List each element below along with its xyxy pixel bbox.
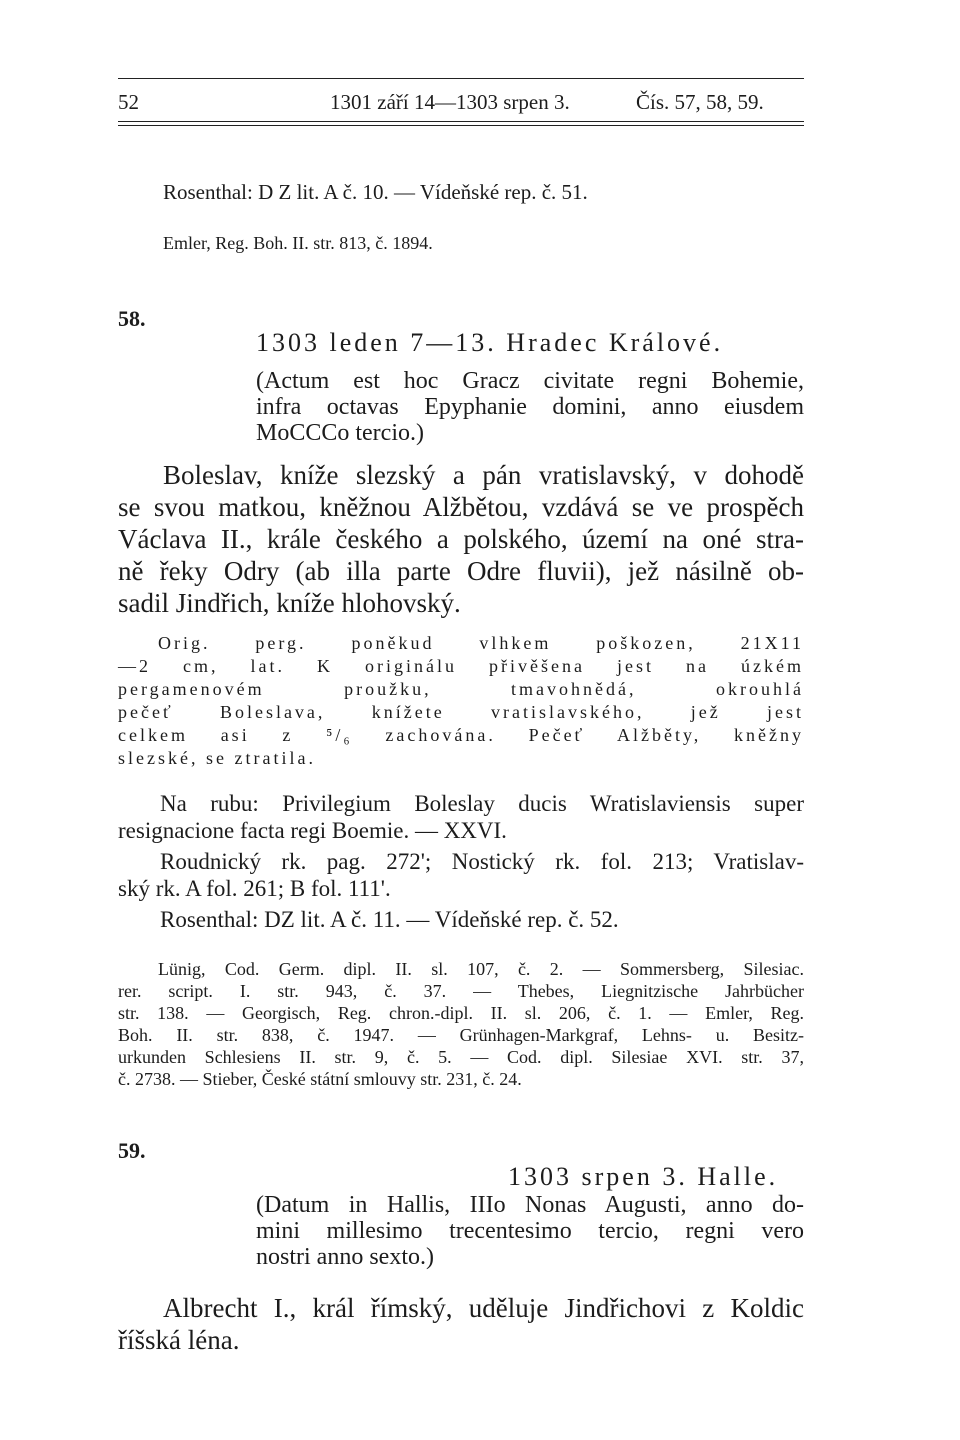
header-rule-bottom-1 bbox=[118, 121, 804, 122]
prev-source-line-1: Rosenthal: D Z lit. A č. 10. — Vídeňské rep. č. 51. bbox=[163, 180, 588, 204]
header-rule-bottom-2 bbox=[118, 125, 804, 126]
page-number: 52 bbox=[118, 90, 139, 114]
doc59-dating-clause bbox=[256, 1192, 804, 1270]
doc58-literature-line: Lünig, Cod. Germ. dipl. II. sl. 107, č. 2. — Sommersberg, Silesiac. bbox=[158, 959, 804, 979]
doc58-literature-line: urkunden Schlesiens II. str. 9, č. 5. — Cod. dipl. Silesiae XVI. str. 37, bbox=[118, 1047, 804, 1067]
doc59-summary-line: říšská léna. bbox=[118, 1325, 240, 1355]
doc58-reference-line: resignacione facta regi Boemie. — XXVI. bbox=[118, 818, 507, 843]
doc58-description bbox=[118, 632, 804, 770]
prev-source-line-2: Emler, Reg. Boh. II. str. 813, č. 1894. bbox=[163, 233, 433, 253]
doc58-description-line: celkem asi z ⁵/₆ zachována. Pečeť Alžběty, kněžny bbox=[118, 725, 804, 745]
doc58-description-line: Orig. perg. poněkud vlhkem poškozen, 21X11 bbox=[158, 633, 804, 653]
doc58-references bbox=[118, 790, 804, 933]
doc58-description-line: slezské, se ztratila. bbox=[118, 748, 316, 768]
doc58-dating-line: infra octavas Epyphanie domini, anno eiusdem bbox=[256, 394, 804, 420]
doc59-dating-line: mini millesimo trecentesimo tercio, regni vero bbox=[256, 1218, 804, 1244]
doc58-number: 58. bbox=[118, 306, 146, 331]
doc59-date-place bbox=[508, 1162, 778, 1192]
doc59-dating-line: nostri anno sexto.) bbox=[256, 1244, 434, 1270]
doc58-summary-line: Václava II., krále českého a polského, území na oné stra- bbox=[118, 524, 804, 554]
doc59-summary bbox=[118, 1292, 804, 1356]
doc58-literature-line: str. 138. — Georgisch, Reg. chron.-dipl. II. sl. 206, č. 1. — Emler, Reg. bbox=[118, 1003, 804, 1023]
doc58-description-line: —2 cm, lat. K originálu přivěšena jest na úzkém bbox=[118, 656, 804, 676]
doc59-dating-line: (Datum in Hallis, IIIo Nonas Augusti, anno do- bbox=[256, 1192, 804, 1218]
header-date-range: 1301 září 14—1303 srpen 3. bbox=[330, 90, 570, 114]
doc58-summary-line: ně řeky Odry (ab illa parte Odre fluvii), jež násilně ob- bbox=[118, 556, 804, 586]
doc58-reference-line: Roudnický rk. pag. 272'; Nostický rk. fol. 213; Vratislav- bbox=[160, 849, 804, 874]
doc58-summary-line: se svou matkou, kněžnou Alžbětou, vzdává se ve prospěch bbox=[118, 492, 804, 522]
doc58-reference-line: Na rubu: Privilegium Boleslay ducis Wratislaviensis super bbox=[160, 791, 804, 816]
doc58-date-place bbox=[256, 328, 723, 358]
doc58-description-line: pergamenovém proužku, tmavohnědá, okrouhlá bbox=[118, 679, 804, 699]
doc58-summary-line: sadil Jindřich, kníže hlohovský. bbox=[118, 588, 461, 618]
doc58-dating-line: (Actum est hoc Gracz civitate regni Bohemie, bbox=[256, 368, 804, 394]
doc58-reference-line: Rosenthal: DZ lit. A č. 11. — Vídeňské rep. č. 52. bbox=[160, 907, 619, 932]
doc58-dating-line: MoCCCo tercio.) bbox=[256, 420, 424, 446]
doc58-summary-line: Boleslav, kníže slezský a pán vratislavský, v dohodě bbox=[163, 460, 804, 490]
doc59-summary-line: Albrecht I., král římský, uděluje Jindřichovi z Koldic bbox=[163, 1293, 804, 1323]
doc58-summary bbox=[118, 459, 804, 619]
doc58-dating-clause bbox=[256, 368, 804, 446]
header-doc-numbers: Čís. 57, 58, 59. bbox=[636, 90, 764, 114]
doc59-date-place-text: 1303 srpen 3. Halle. bbox=[508, 1162, 779, 1191]
doc58-date-place-text: 1303 leden 7—13. Hradec Králové. bbox=[256, 328, 724, 357]
doc58-literature bbox=[118, 958, 804, 1090]
doc59-number: 59. bbox=[118, 1138, 146, 1163]
header-rule-top bbox=[118, 78, 804, 79]
doc58-description-line: pečeť Boleslava, knížete vratislavského, jež jest bbox=[118, 702, 804, 722]
doc58-reference-line: ský rk. A fol. 261; B fol. 111'. bbox=[118, 876, 391, 901]
doc58-literature-line: rer. script. I. str. 943, č. 37. — Thebes, Liegnitzische Jahrbücher bbox=[118, 981, 804, 1001]
doc58-literature-line: Boh. II. str. 838, č. 1947. — Grünhagen-Markgraf, Lehns- u. Besitz- bbox=[118, 1025, 804, 1045]
doc58-literature-line: č. 2738. — Stieber, České státní smlouvy str. 231, č. 24. bbox=[118, 1069, 522, 1089]
